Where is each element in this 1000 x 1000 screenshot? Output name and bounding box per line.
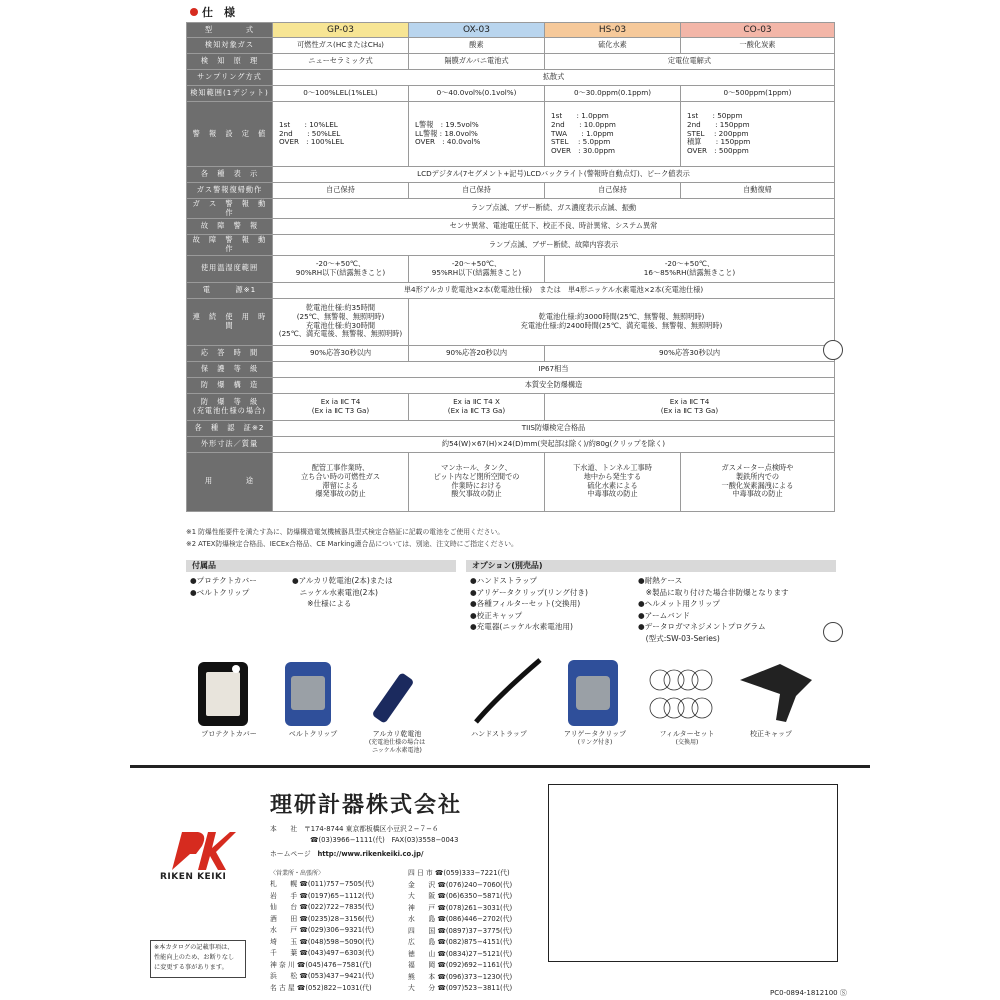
spec-row-label: 各 種 認 証※2 bbox=[187, 420, 273, 436]
list-item: ●アリゲータクリップ(リング付き) bbox=[470, 587, 588, 597]
spec-row-label: 各 種 表 示 bbox=[187, 167, 273, 183]
spec-cell: マンホール、タンク、 ピット内など閉所空間での 作業時における 酸欠事故の防止 bbox=[409, 452, 545, 511]
spec-row bbox=[187, 298, 835, 345]
spec-cell: Ex ia ⅡC T4 (Ex ia ⅡC T3 Ga) bbox=[545, 393, 835, 420]
list-item: ●耐熱ケース bbox=[638, 576, 683, 585]
spec-cell: 隔膜ガルバニ電池式 bbox=[409, 54, 545, 70]
list-item: 岩 手 ☎(0197)65−1112(代) bbox=[270, 891, 375, 900]
product-caption bbox=[550, 730, 640, 747]
spec-row-label: ガ ス 警 報 動 作 bbox=[187, 199, 273, 219]
spec-row-label: 電 源※1 bbox=[187, 282, 273, 298]
spec-cell: 一酸化炭素 bbox=[681, 38, 835, 54]
hq-block bbox=[270, 824, 458, 860]
riken-keiki-logo-icon bbox=[168, 826, 238, 874]
spec-header-model: GP-03 bbox=[273, 23, 409, 38]
spec-cell: 乾電池仕様:約3000時間(25℃、無警報、無照明時) 充電池仕様:約2400時間(25℃、満充電後、無警報、無照明時) bbox=[409, 298, 835, 345]
spec-cell: Ex ia ⅡC T4 (Ex ia ⅡC T3 Ga) bbox=[273, 393, 409, 420]
spec-row-label: 警 報 設 定 値 bbox=[187, 102, 273, 167]
spec-cell: 拡散式 bbox=[273, 70, 835, 86]
list-item: 四 日 市 ☎(059)333−7221(代) bbox=[408, 869, 510, 877]
spec-row bbox=[187, 219, 835, 235]
spec-cell: 可燃性ガス(HCまたはCH₄) bbox=[273, 38, 409, 54]
spec-cell: 乾電池仕様:約35時間 (25℃、無警報、無照明時) 充電池仕様:約30時間 (25℃、満充電後、無警報、無照明時) bbox=[273, 298, 409, 345]
company-name: 理研計器株式会社 bbox=[270, 793, 463, 818]
list-item: ●充電器(ニッケル水素電池用) bbox=[470, 622, 573, 631]
spec-row bbox=[187, 282, 835, 298]
list-item: 大 分 ☎(097)523−3811(代) bbox=[408, 984, 513, 992]
spec-row-label: 保 護 等 級 bbox=[187, 361, 273, 377]
spec-row-label: 検知範囲(1デジット) bbox=[187, 86, 273, 102]
logo-text: RIKEN KEIKI bbox=[160, 872, 227, 882]
spec-row-label: 検知対象ガス bbox=[187, 38, 273, 54]
list-item: 神 戸 ☎(078)261−3031(代) bbox=[408, 903, 513, 912]
protect-cover-image bbox=[198, 662, 248, 726]
spec-row-label: 防 爆 等 級 (充電池仕様の場合) bbox=[187, 393, 273, 420]
spec-cell: 硫化水素 bbox=[545, 38, 681, 54]
spec-row bbox=[187, 345, 835, 361]
spec-row-label: サンプリング方式 bbox=[187, 70, 273, 86]
spec-cell: 1st : 50ppm 2nd : 150ppm STEL : 200ppm 積算 : 150ppm OVER : 500ppm bbox=[681, 102, 835, 167]
spec-row-label: 用 途 bbox=[187, 452, 273, 511]
product-sub: (リング付き) bbox=[577, 739, 613, 746]
spec-row bbox=[187, 167, 835, 183]
product-name: ベルトクリップ bbox=[288, 730, 338, 738]
branches-left bbox=[270, 879, 374, 994]
spec-row bbox=[187, 235, 835, 255]
product-name: フィルターセット bbox=[659, 730, 715, 738]
spec-cell: 下水道、トンネル工事時 地中から発生する 硫化水素による 中毒事故の防止 bbox=[545, 452, 681, 511]
dealer-stamp-box bbox=[548, 784, 838, 962]
list-item: ●ベルトクリップ bbox=[190, 587, 250, 597]
list-item: 徳 山 ☎(0834)27−5121(代) bbox=[408, 949, 513, 958]
product-caption bbox=[352, 730, 442, 755]
web-url[interactable]: http://www.rikenkeiki.co.jp/ bbox=[317, 850, 424, 858]
list-item: 仙 台 ☎(022)722−7835(代) bbox=[270, 903, 375, 911]
list-item: 福 岡 ☎(092)692−1161(代) bbox=[408, 961, 513, 969]
spec-row bbox=[187, 70, 835, 86]
spec-header-model: CO-03 bbox=[681, 23, 835, 38]
list-item: 水 戸 ☎(029)306−9321(代) bbox=[270, 926, 375, 934]
list-item: 四 国 ☎(0897)37−3775(代) bbox=[408, 926, 513, 935]
spec-cell: 酸素 bbox=[409, 38, 545, 54]
spec-row-label: 外形寸法／質量 bbox=[187, 436, 273, 452]
spec-row bbox=[187, 54, 835, 70]
spec-row-label: ガス警報復帰動作 bbox=[187, 183, 273, 199]
spec-row bbox=[187, 38, 835, 54]
product-caption bbox=[726, 730, 816, 739]
spec-cell: ランプ点滅、ブザー断続、ガス濃度表示点滅、振動 bbox=[273, 199, 835, 219]
list-item: (型式:SW-03-Series) bbox=[638, 633, 720, 643]
belt-clip-image bbox=[285, 662, 331, 726]
product-caption bbox=[268, 730, 358, 739]
product-name: アリゲータクリップ bbox=[563, 730, 627, 738]
spec-cell: -20〜+50℃、 16〜85%RH(結露無きこと) bbox=[545, 255, 835, 282]
spec-cell: 0〜30.0ppm(0.1ppm) bbox=[545, 86, 681, 102]
spec-row bbox=[187, 452, 835, 511]
calibration-cap-image bbox=[736, 660, 816, 726]
product-name: ハンドストラップ bbox=[471, 730, 527, 738]
spec-header-row bbox=[187, 23, 835, 38]
spec-cell: 1st : 10%LEL 2nd : 50%LEL OVER : 100%LEL bbox=[273, 102, 409, 167]
list-item: ●ヘルメット用クリップ bbox=[638, 599, 721, 608]
filter-set-image bbox=[648, 668, 718, 726]
list-item: ●データロガマネジメントプログラム bbox=[638, 622, 766, 631]
accessories-list-1 bbox=[190, 575, 257, 598]
hq-label: 本 社 bbox=[270, 825, 298, 833]
doc-code: PC0-0894-1812100 Ⓢ bbox=[770, 989, 847, 997]
product-caption bbox=[454, 730, 544, 739]
spec-cell: 1st : 1.0ppm 2nd : 10.0ppm TWA : 1.0ppm STEL : 5.0ppm OVER : 30.0ppm bbox=[545, 102, 681, 167]
binding-hole-icon bbox=[823, 340, 843, 360]
spec-row-label: 使用温湿度範囲 bbox=[187, 255, 273, 282]
spec-row-label: 連 続 使 用 時 間 bbox=[187, 298, 273, 345]
hq-phone: ☎(03)3966−1111(代) FAX(03)3558−0043 bbox=[310, 836, 459, 844]
product-name: アルカリ乾電池 bbox=[372, 730, 422, 738]
list-item: 金 沢 ☎(076)240−7060(代) bbox=[408, 880, 513, 889]
product-caption bbox=[184, 730, 274, 739]
spec-row bbox=[187, 436, 835, 452]
footer-divider bbox=[130, 765, 870, 768]
catalog-note-text: ※本カタログの記載事項は、 性能向上のため、お断りなし に変更する事があります。 bbox=[154, 944, 235, 971]
product-sub: (交換用) bbox=[675, 739, 699, 746]
list-item: ●校正キャップ bbox=[470, 610, 523, 620]
accessories-list-2 bbox=[292, 575, 393, 610]
list-item: ●ハンドストラップ bbox=[470, 576, 538, 585]
accessories-section bbox=[186, 560, 456, 632]
spec-row bbox=[187, 393, 835, 420]
options-list-1 bbox=[470, 575, 588, 633]
spec-cell: 約54(W)×67(H)×24(D)mm(突起部は除く)/約80g(クリップを除く) bbox=[273, 436, 835, 452]
list-item: ●各種フィルターセット(交換用) bbox=[470, 599, 581, 608]
spec-cell: ガスメーター点検時や 製鉄所内での 一酸化炭素漏洩による 中毒事故の防止 bbox=[681, 452, 835, 511]
product-caption bbox=[642, 730, 732, 747]
footnotes bbox=[186, 526, 826, 550]
spec-cell: 0〜40.0vol%(0.1vol%) bbox=[409, 86, 545, 102]
spec-cell: 90%応答30秒以内 bbox=[273, 345, 409, 361]
spec-cell: LCDデジタル(7セグメント+記号)LCDバックライト(警報時自動点灯)、ピーク値表示 bbox=[273, 167, 835, 183]
spec-cell: 自己保持 bbox=[273, 183, 409, 199]
spec-cell: 自己保持 bbox=[545, 183, 681, 199]
options-section bbox=[466, 560, 836, 652]
spec-cell: 90%応答20秒以内 bbox=[409, 345, 545, 361]
spec-row bbox=[187, 420, 835, 436]
spec-row-label: 防 爆 構 造 bbox=[187, 377, 273, 393]
spec-cell: 本質安全防爆構造 bbox=[273, 377, 835, 393]
spec-header-model: HS-03 bbox=[545, 23, 681, 38]
list-item: ※仕様による bbox=[292, 599, 352, 608]
list-item: ※製品に取り付けた場合非防爆となります bbox=[638, 587, 789, 597]
battery-image bbox=[372, 672, 415, 724]
product-name: プロテクトカバー bbox=[201, 730, 257, 738]
accessories-title: 付属品 bbox=[186, 560, 456, 572]
hq-address: 〒174-8744 東京都板橋区小豆沢２−７−６ bbox=[303, 825, 439, 833]
list-item: 大 阪 ☎(06)6350−5871(代) bbox=[408, 892, 513, 900]
list-item: ●プロテクトカバー bbox=[190, 576, 257, 585]
list-item: 水 島 ☎(086)446−2702(代) bbox=[408, 915, 513, 923]
spec-cell: L警報 : 19.5vol% LL警報 : 18.0vol% OVER : 40.0vol% bbox=[409, 102, 545, 167]
spec-header-model: OX-03 bbox=[409, 23, 545, 38]
spec-row bbox=[187, 361, 835, 377]
branches-right bbox=[408, 868, 512, 995]
spec-cell: 配管工事作業時、 立ち合い時の可燃性ガス 滞留による 爆発事故の防止 bbox=[273, 452, 409, 511]
list-item: 酒 田 ☎(0235)28−3156(代) bbox=[270, 914, 375, 923]
spec-row bbox=[187, 199, 835, 219]
spec-cell: -20〜+50℃、 95%RH以下(結露無きこと) bbox=[409, 255, 545, 282]
footnote-1: ※1 防爆性能要件を満たす為に、防爆構造電気機械器具型式検定合格証に記載の電池をご使用ください。 bbox=[186, 528, 505, 536]
spec-cell: センサ異常、電池電圧低下、校正不良、時計異常、システム異常 bbox=[273, 219, 835, 235]
product-sub: (充電池仕様の場合は ニッケル水素電池) bbox=[368, 739, 426, 754]
branches-title: 〈営業所・出張所〉 bbox=[270, 870, 325, 877]
binding-hole-icon bbox=[823, 622, 843, 642]
section-title bbox=[190, 4, 235, 20]
spec-cell: 自己保持 bbox=[409, 183, 545, 199]
spec-cell: 定電位電解式 bbox=[545, 54, 835, 70]
spec-cell: IP67相当 bbox=[273, 361, 835, 377]
spec-cell: 単4形アルカリ乾電池×2本(乾電池仕様) または 単4形ニッケル水素電池×2本(充電池仕様) bbox=[273, 282, 835, 298]
spec-cell: ランプ点滅、ブザー断続、故障内容表示 bbox=[273, 235, 835, 255]
list-item: 埼 玉 ☎(048)598−5090(代) bbox=[270, 937, 375, 946]
list-item: 名 古 屋 ☎(052)822−1031(代) bbox=[270, 983, 372, 992]
spec-row-label: 応 答 時 間 bbox=[187, 345, 273, 361]
spec-row bbox=[187, 377, 835, 393]
list-item: ニッケル水素電池(2本) bbox=[292, 587, 379, 597]
spec-cell: TIIS防爆検定合格品 bbox=[273, 420, 835, 436]
spec-row bbox=[187, 183, 835, 199]
bullet-dot-icon bbox=[190, 8, 198, 16]
spec-cell: Ex ia ⅡC T4 X (Ex ia ⅡC T3 Ga) bbox=[409, 393, 545, 420]
spec-row bbox=[187, 102, 835, 167]
hand-strap-image bbox=[468, 656, 548, 726]
spec-row-label: 検 知 原 理 bbox=[187, 54, 273, 70]
list-item: 神 奈 川 ☎(045)476−7581(代) bbox=[270, 960, 372, 969]
section-title-text: 仕 様 bbox=[202, 6, 235, 19]
spec-cell: 90%応答30秒以内 bbox=[545, 345, 835, 361]
spec-row bbox=[187, 86, 835, 102]
list-item: 熊 本 ☎(096)373−1230(代) bbox=[408, 972, 513, 981]
spec-cell: 0〜500ppm(1ppm) bbox=[681, 86, 835, 102]
list-item: 千 葉 ☎(043)497−6303(代) bbox=[270, 949, 375, 957]
spec-cell: 0〜100%LEL(1%LEL) bbox=[273, 86, 409, 102]
web-label: ホームページ bbox=[270, 850, 311, 858]
spec-table bbox=[186, 22, 835, 512]
alligator-clip-image bbox=[568, 660, 618, 726]
spec-cell: 自動復帰 bbox=[681, 183, 835, 199]
footnote-2: ※2 ATEX防爆検定合格品、IECEx合格品、CE Marking適合品については、別途、注文時にご指定ください。 bbox=[186, 540, 518, 548]
options-list-2 bbox=[638, 575, 789, 644]
list-item: 浜 松 ☎(053)437−9421(代) bbox=[270, 972, 375, 980]
list-item: ●アルカリ乾電池(2本)または bbox=[292, 576, 393, 585]
spec-header-label: 型 式 bbox=[187, 23, 273, 38]
spec-row-label: 故 障 警 報 bbox=[187, 219, 273, 235]
spec-row bbox=[187, 255, 835, 282]
list-item: 広 島 ☎(082)875−4151(代) bbox=[408, 938, 513, 946]
spec-row-label: 故 障 警 報 動 作 bbox=[187, 235, 273, 255]
product-name: 校正キャップ bbox=[750, 730, 792, 738]
list-item: 札 幌 ☎(011)757−7505(代) bbox=[270, 880, 375, 888]
spec-cell: ニューセラミック式 bbox=[273, 54, 409, 70]
catalog-note bbox=[150, 940, 246, 978]
spec-cell: -20〜+50℃、 90%RH以下(結露無きこと) bbox=[273, 255, 409, 282]
list-item: ●アームバンド bbox=[638, 610, 690, 620]
options-title: オプション(別売品) bbox=[466, 560, 836, 572]
